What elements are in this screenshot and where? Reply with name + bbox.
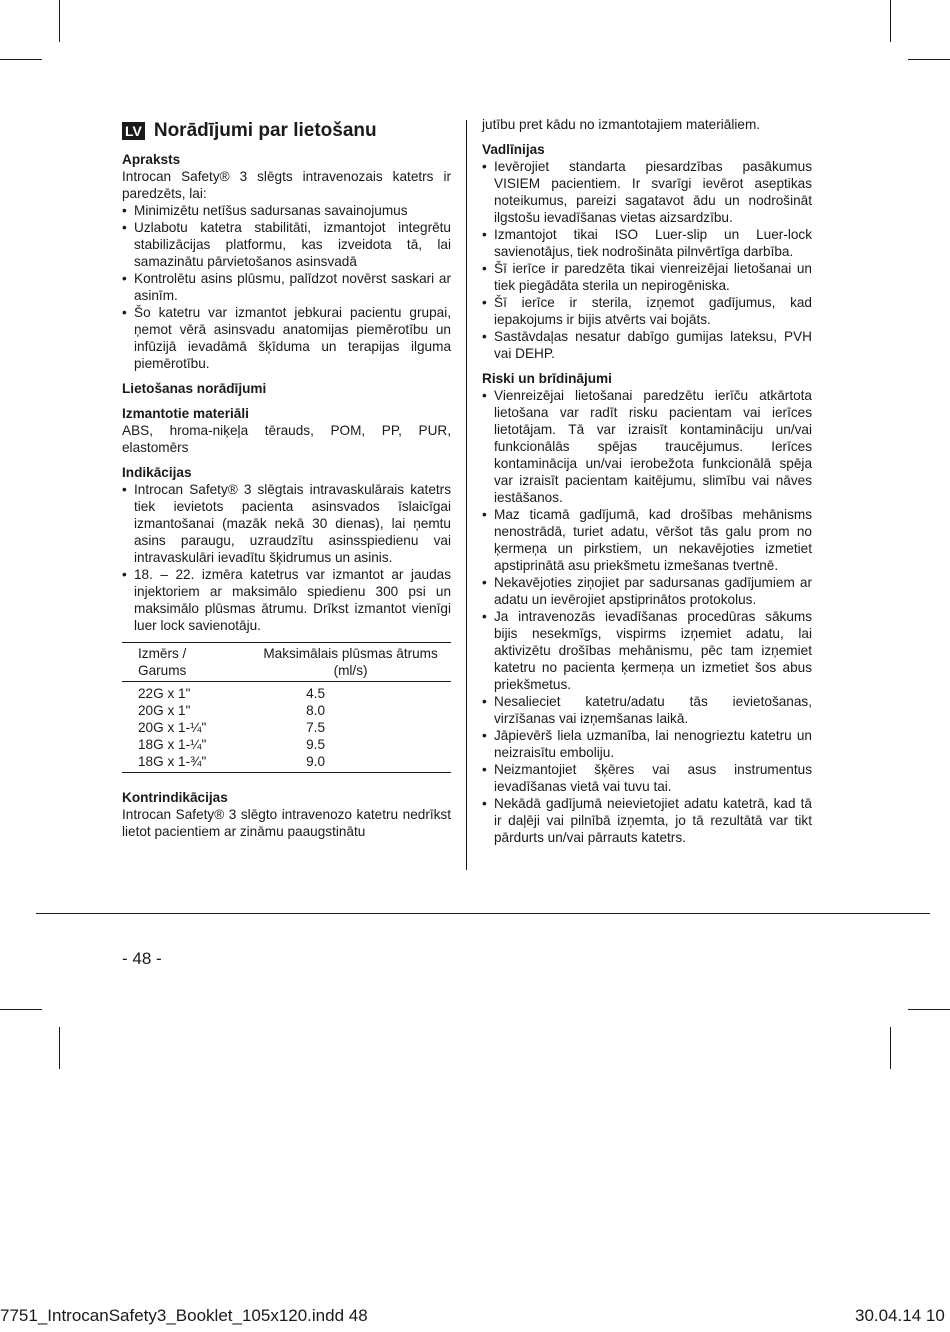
list-item: • Jāpievērš liela uzmanība, lai nenogrieztu katetru un neizraisītu emboliju. [482,727,812,761]
list-item: • Nekavējoties ziņojiet par sadursanas gadījumiem ar adatu un ievērojiet apstiprinātos protokolus. [482,574,812,608]
slug-date: 30.04.14 10 [855,1306,945,1325]
list-item: • Nesalieciet katetru/adatu tās ievietošanas, virzīšanas vai izņemšanas laikā. [482,693,812,727]
materiali-text: ABS, hroma-niķeļa tērauds, POM, PP, PUR, elastomērs [122,423,451,455]
kontrindikacijas-text: Introcan Safety® 3 slēgto intravenozo katetru nedrīkst lietot pacientiem ar zināmu paaugstinātu [122,807,451,839]
indikacijas-heading: Indikācijas [122,465,192,480]
language-badge: LV [122,122,145,140]
table-cell-size: 18G x 1-¼" [138,737,207,752]
list-item: • Šī ierīce ir paredzēta tikai vienreizējai lietošanai un tiek piegādāta sterila un nepirogēniska. [482,260,812,294]
table-cell-flow: 7.5 [306,720,326,735]
table-row [122,736,451,753]
right-column [482,116,812,846]
riski-heading: Riski un brīdinājumi [482,371,612,386]
crop-mark [908,59,950,60]
indikacijas-list [122,481,451,634]
crop-mark [908,1009,950,1010]
left-column [122,116,451,840]
continuation-text: jutību pret kādu no izmantotajiem materiāliem. [482,117,761,132]
table-cell-flow: 9.0 [306,754,326,769]
list-item: • Izmantojot tikai ISO Luer-slip un Luer-lock savienotājus, tiek nodrošināta pilnvērtīga darbība. [482,226,812,260]
crop-mark [890,0,891,42]
table-cell-size: 20G x 1" [138,703,191,718]
crop-mark [0,1009,42,1010]
list-item: • Ievērojiet standarta piesardzības pasākumus VISIEM pacientiem. Ir svarīgi ievērot aseptikas noteikumus, pareizi sagatavot ādu un nodrošināt ilgstošu ievadīšanas vietas aizsardzību. [482,158,812,226]
table-row [122,682,451,703]
list-item: • Vienreizējai lietošanai paredzētu ierīču atkārtota lietošana var radīt risku pacientam vai ierīces lietotājam. Tā var izraisīt kontamināciju un/vai funkcionālās spējas traucējumus. Ierīces kontaminācija un/vai ierobežota funkcionālā spēja var izraisīt pacientam kaitējumu, slimību vai nāves iestāšanos. [482,387,812,506]
list-item: • Introcan Safety® 3 slēgtais intravaskulārais katetrs tiek ievietots pacienta asinsvados īslaicīgai izmantošanai (mazāk nekā 30 dienas), lai ņemtu asins paraugu, uzraudzītu asinsspiedienu vai intravaskulāri ievadītu šķidrumus un asinis. [122,481,451,566]
list-item: • Nekādā gadījumā neievietojiet adatu katetrā, kad tā ir daļēji vai pilnībā izņemta, jo tā rezultātā var tikt pārdurts un/vai pārrauts katetrs. [482,795,812,846]
list-item: • Maz ticamā gadījumā, kad drošības mehānisms nenostrādā, turiet adatu, vēršot tās galu prom no ķermeņa un pirkstiem, un nekavējoties izmetiet apstiprinātā asu priekšmetu izmešanas tvertnē. [482,506,812,574]
page-title: Norādījumi par lietošanu [153,120,377,141]
vadlinijas-list [482,158,812,362]
list-item: • Kontrolētu asins plūsmu, palīdzot novērst saskari ar asinīm. [122,270,451,304]
list-item: • Ja intravenozās ievadīšanas procedūras sākums bijis nesekmīgs, vispirms izņemiet adatu, lai aktivizētu drošības mehānismu, pēc tam izņemiet katetru no pacienta ķermeņa un izmetiet šos abus priekšmetus. [482,608,812,693]
apraksts-list [122,202,451,372]
table-cell-size: 20G x 1-¼" [138,720,207,735]
footer-rule [36,913,930,914]
apraksts-heading: Apraksts [122,152,181,167]
table-cell-size: 18G x 1-¾" [138,754,207,769]
table-cell-flow: 4.5 [306,686,326,701]
list-item: • 18. – 22. izmēra katetrus var izmantot ar jaudas injektoriem ar maksimālo spiedienu 300 psi un maksimālo plūsmas ātrumu. Drīkst izmantot vienīgi luer lock savienotāju. [122,566,451,634]
table-cell-flow: 9.5 [306,737,326,752]
table-header-size: Izmērs / Garums [138,646,187,678]
column-divider [466,120,467,870]
list-item: • Minimizētu netīšus sadursanas savainojumus [122,202,451,219]
apraksts-intro: Introcan Safety® 3 slēgts intravenozais katetrs ir paredzēts, lai: [122,169,451,201]
list-item: • Sastāvdaļas nesatur dabīgo gumijas lateksu, PVH vai DEHP. [482,328,812,362]
kontrindikacijas-heading: Kontrindikācijas [122,790,228,805]
crop-mark [59,1027,60,1069]
riski-list [482,387,812,846]
flow-rate-table [122,642,451,773]
list-item: • Šo katetru var izmantot jebkurai pacientu grupai, ņemot vērā asinsvadu anatomijas piemērotību un infūzijā ievadāmā šķīduma un terapijas ilguma piemērotību. [122,304,451,372]
table-header-row [122,643,451,682]
list-item: • Neizmantojiet šķēres vai asus instrumentus ievadīšanas vietā vai tuvu tai. [482,761,812,795]
table-header-flow: Maksimālais plūsmas ātrums (ml/s) [263,646,438,678]
page-number: - 48 - [122,949,162,968]
slug-filename: 7751_IntrocanSafety3_Booklet_105x120.indd 48 [0,1306,368,1325]
crop-mark [890,1027,891,1069]
table-cell-size: 22G x 1" [138,686,191,701]
table-row [122,719,451,736]
crop-mark [0,59,42,60]
vadlinijas-heading: Vadlīnijas [482,142,545,157]
materiali-heading: Izmantotie materiāli [122,406,249,421]
list-item: • Šī ierīce ir sterila, izņemot gadījumus, kad iepakojums ir bijis atvērts vai bojāts. [482,294,812,328]
section-title [122,119,451,143]
crop-mark [59,0,60,42]
lietosanas-heading: Lietošanas norādījumi [122,381,267,396]
list-item: • Uzlabotu katetra stabilitāti, izmantojot integrētu stabilizācijas platformu, kas izveidota tā, lai samazinātu pārvietošanos asinsvadā [122,219,451,270]
table-row [122,702,451,719]
table-cell-flow: 8.0 [306,703,326,718]
table-row [122,753,451,773]
